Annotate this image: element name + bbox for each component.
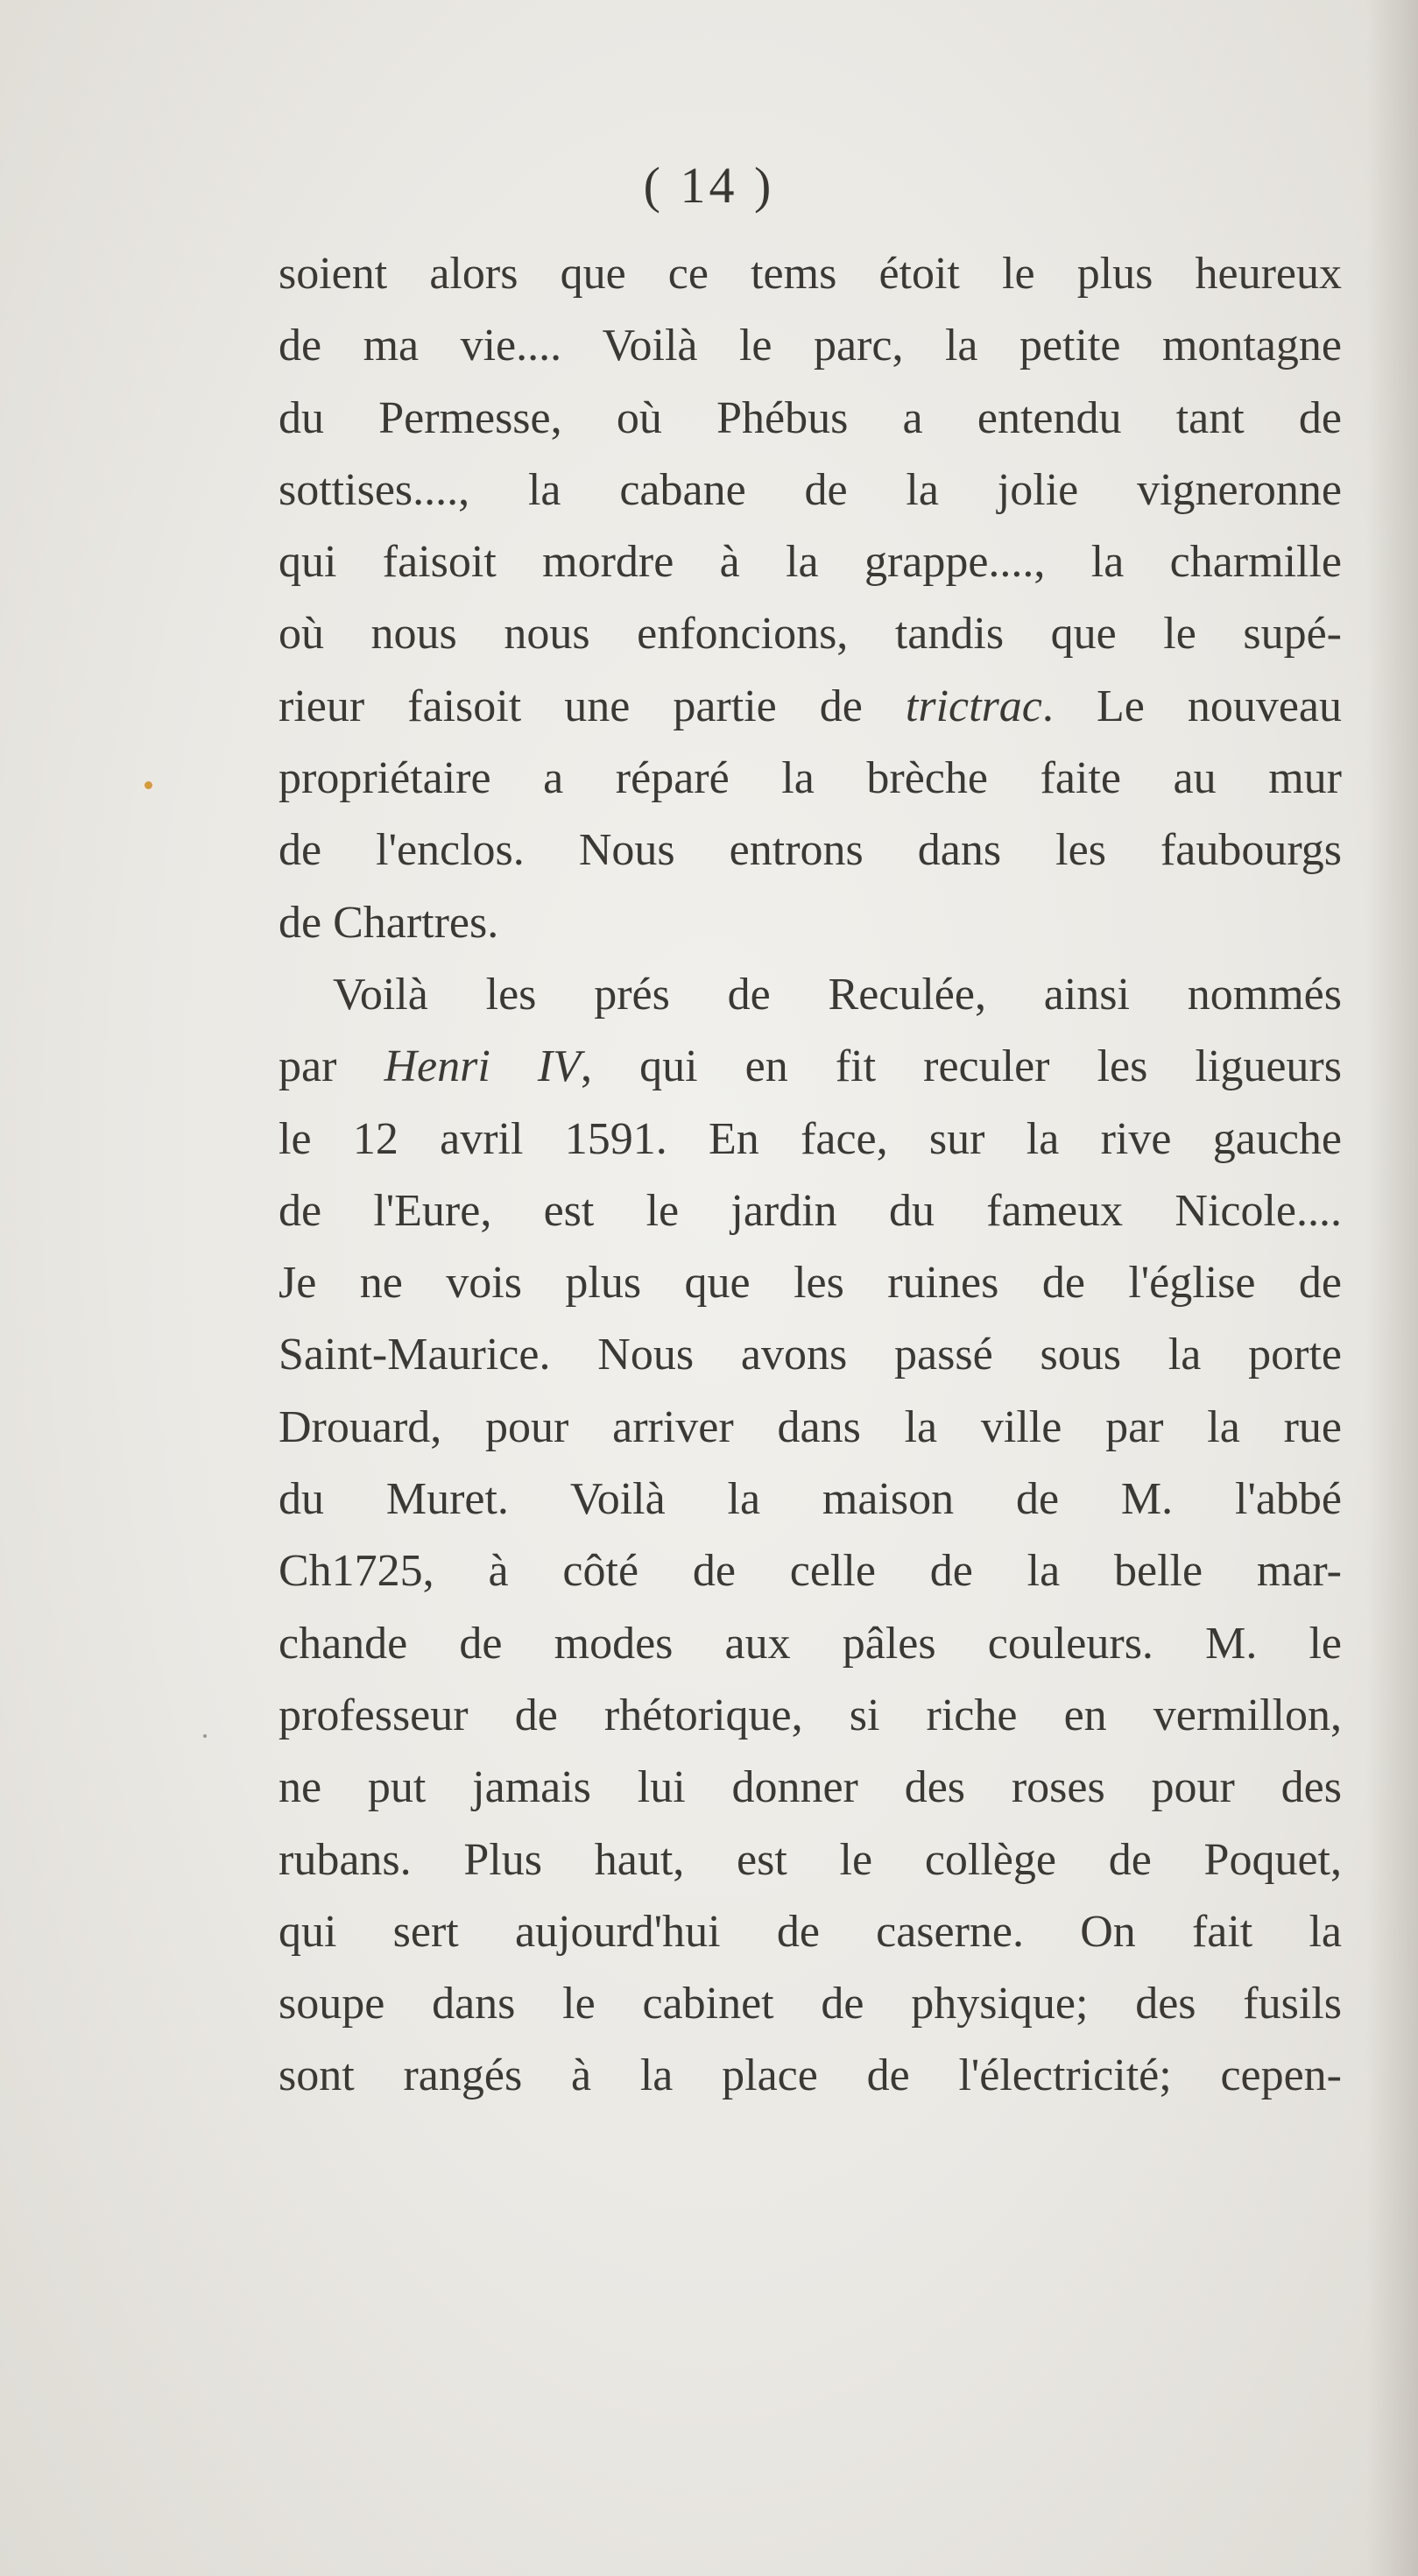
- text-line-3: du Permesse, où Phébus a entendu tant de: [279, 392, 1342, 443]
- page-number: ( 14 ): [643, 157, 775, 214]
- text-line-4: sottises...., la cabane de la jolie vigneronne: [279, 464, 1342, 515]
- text-line-20: chande de modes aux pâles couleurs. M. le: [279, 1618, 1342, 1669]
- text-line-23: rubans. Plus haut, est le collège de Poquet,: [279, 1834, 1342, 1885]
- italic-name-henri-iv: Henri IV: [384, 1041, 581, 1092]
- text-line-19: Ch1725, à côté de celle de la belle mar-: [279, 1546, 1342, 1597]
- text-line-17: Drouard, pour arriver dans la ville par la rue: [279, 1401, 1342, 1452]
- text-line-26: sont rangés à la place de l'électricité; cepen-: [279, 2050, 1342, 2101]
- text-line-6: où nous nous enfoncions, tandis que le supé-: [279, 609, 1342, 660]
- text-line-7: rieur faisoit une partie de trictrac. Le nouveau: [279, 681, 1342, 731]
- text-line-24: qui sert aujourd'hui de caserne. On fait la: [279, 1906, 1342, 1957]
- text-line-1: soient alors que ce tems étoit le plus heureux: [279, 249, 1342, 299]
- italic-word-trictrac: trictrac: [905, 681, 1042, 731]
- text-line-13: le 12 avril 1591. En face, sur la rive gauche: [279, 1113, 1342, 1164]
- text-line-12: par Henri IV, qui en fit reculer les ligueurs: [279, 1041, 1342, 1092]
- text-line-25: soupe dans le cabinet de physique; des fusils: [279, 1979, 1342, 2029]
- text-line-10: de Chartres.: [279, 897, 499, 948]
- text-line-18: du Muret. Voilà la maison de M. l'abbé: [279, 1474, 1342, 1525]
- text-line-15: Je ne vois plus que les ruines de l'église de: [279, 1258, 1342, 1309]
- page-text: [279, 238, 1342, 2113]
- text-line-22: ne put jamais lui donner des roses pour des: [279, 1762, 1342, 1813]
- text-line-11: Voilà les prés de Reculée, ainsi nommés: [333, 969, 1342, 1020]
- text-line-5: qui faisoit mordre à la grappe...., la charmille: [279, 537, 1342, 588]
- text-line-8: propriétaire a réparé la brèche faite au mur: [279, 753, 1342, 804]
- text-line-21: professeur de rhétorique, si riche en vermillon,: [279, 1690, 1342, 1740]
- text-line-14: de l'Eure, est le jardin du fameux Nicole....: [279, 1185, 1342, 1236]
- text-line-2: de ma vie.... Voilà le parc, la petite montagne: [279, 321, 1342, 371]
- ink-spot: [145, 781, 152, 789]
- text-line-9: de l'enclos. Nous entrons dans les faubourgs: [279, 825, 1342, 876]
- margin-dot: [203, 1734, 207, 1738]
- text-line-16: Saint-Maurice. Nous avons passé sous la porte: [279, 1330, 1342, 1380]
